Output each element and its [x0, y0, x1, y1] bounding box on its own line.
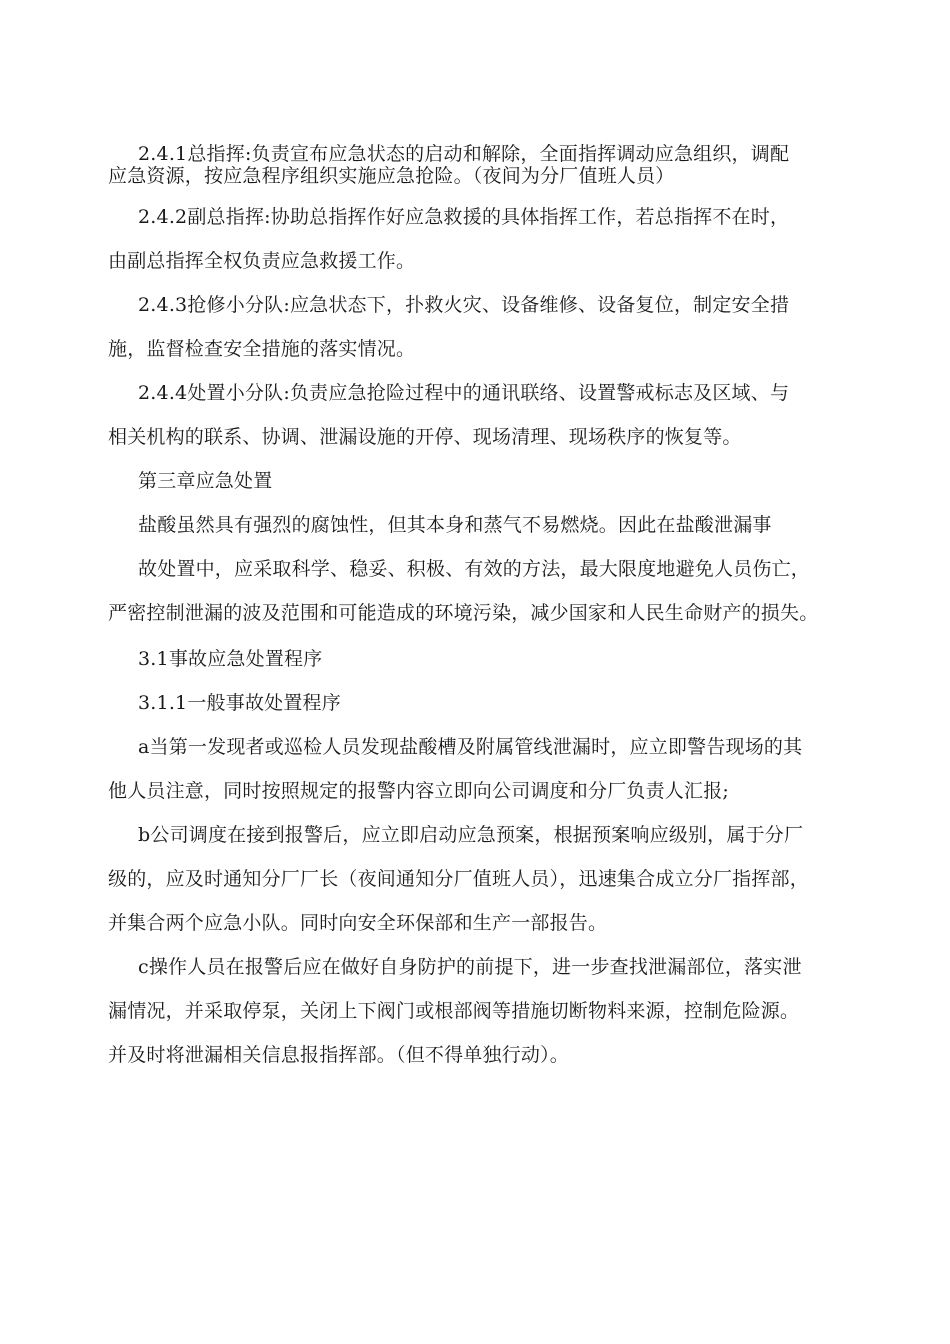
text-line: 2.4.3抢修小分队:应急状态下，扑救火灾、设备维修、设备复位，制定安全措	[138, 294, 790, 316]
text-line: 应急资源，按应急程序组织实施应急抢险。（夜间为分厂值班人员）	[108, 165, 675, 187]
heading-line: 3.1事故应急处置程序	[138, 648, 323, 670]
text-line: 2.4.2副总指挥:协助总指挥作好应急救援的具体指挥工作，若总指挥不在时，	[138, 206, 790, 228]
text-line: 并及时将泄漏相关信息报指挥部。（但不得单独行动）。	[108, 1044, 570, 1066]
text-line: 漏情况，并采取停泵，关闭上下阀门或根部阀等措施切断物料来源，控制危险源。	[108, 1000, 800, 1022]
text-line: 严密控制泄漏的波及范围和可能造成的环境污染，减少国家和人民生命财产的损失。	[108, 602, 819, 624]
text-line: a当第一发现者或巡检人员发现盐酸槽及附属管线泄漏时，应立即警告现场的其	[138, 736, 803, 758]
text-line: 2.4.1总指挥:负责宣布应急状态的启动和解除，全面指挥调动应急组织，调配	[138, 143, 790, 165]
text-line: 由副总指挥全权负责应急救援工作。	[108, 250, 416, 272]
text-line: 并集合两个应急小队。同时向安全环保部和生产一部报告。	[108, 912, 608, 934]
heading-line: 第三章应急处置	[138, 470, 273, 492]
text-line: c操作人员在报警后应在做好自身防护的前提下，进一步查找泄漏部位，落实泄	[138, 956, 802, 978]
text-line: 相关机构的联系、协调、泄漏设施的开停、现场清理、现场秩序的恢复等。	[108, 426, 742, 448]
text-line: b公司调度在接到报警后，应立即启动应急预案，根据预案响应级别，属于分厂	[138, 824, 804, 846]
heading-line: 3.1.1一般事故处置程序	[138, 692, 341, 714]
text-line: 他人员注意，同时按照规定的报警内容立即向公司调度和分厂负责人汇报;	[108, 780, 730, 802]
text-line: 盐酸虽然具有强烈的腐蚀性，但其本身和蒸气不易燃烧。因此在盐酸泄漏事	[138, 514, 772, 536]
text-line: 施，监督检查安全措施的落实情况。	[108, 338, 416, 360]
text-line: 2.4.4处置小分队:负责应急抢险过程中的通讯联络、设置警戒标志及区域、与	[138, 382, 790, 404]
text-line: 级的，应及时通知分厂厂长（夜间通知分厂值班人员），迅速集合成立分厂指挥部，	[108, 868, 809, 890]
text-line: 故处置中，应采取科学、稳妥、积极、有效的方法，最大限度地避免人员伤亡，	[138, 558, 811, 580]
